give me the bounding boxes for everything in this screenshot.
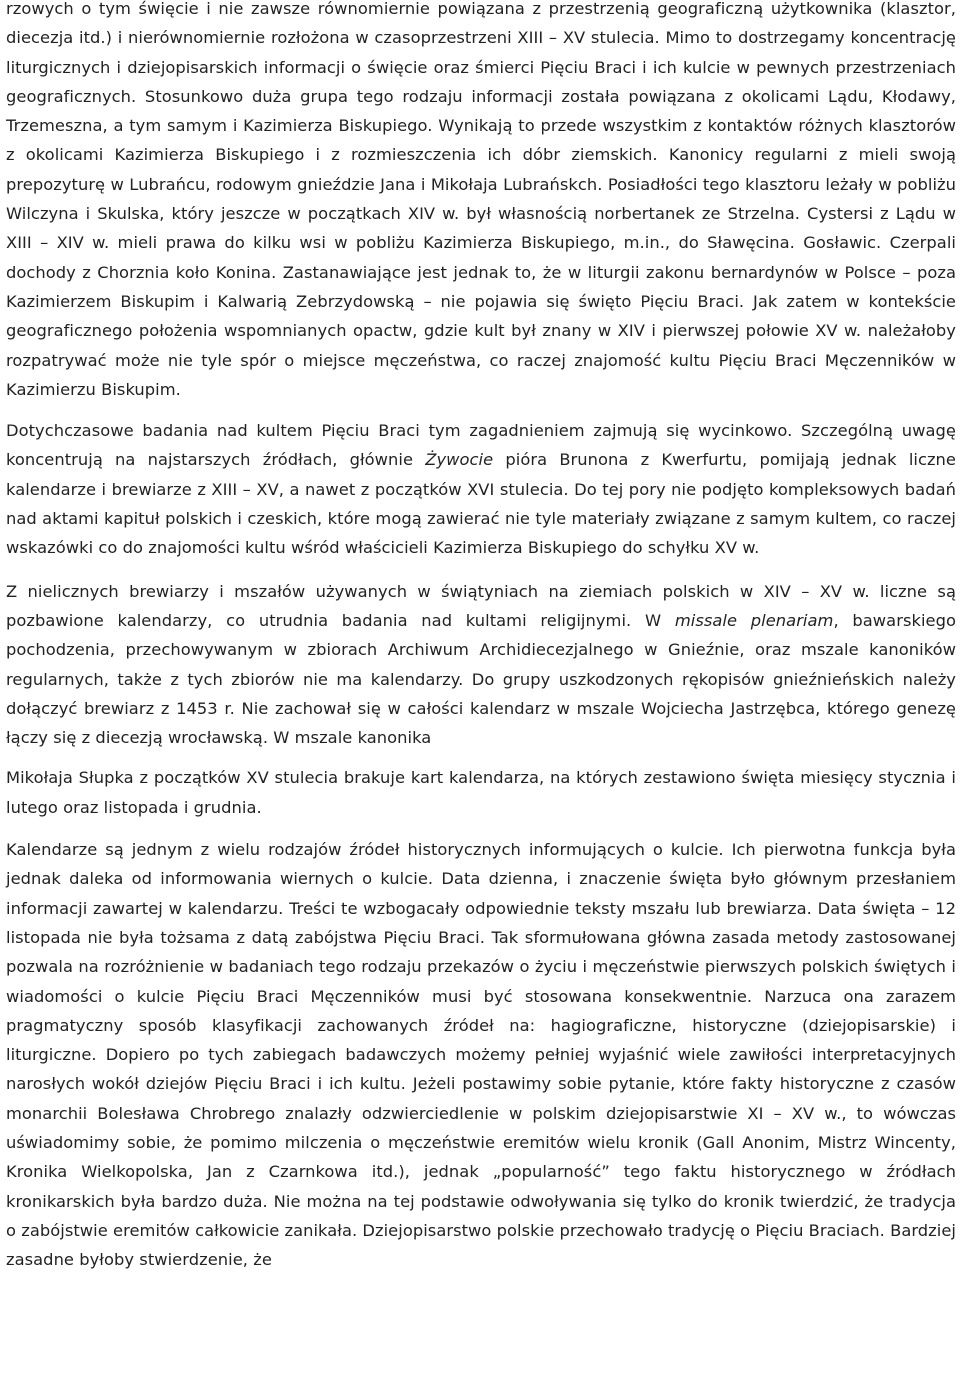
paragraph-5: [6, 835, 956, 1274]
paragraph-1-text: rzowych o tym święcie i nie zawsze równomiernie powiązana z przestrzenią geograficzną użytkownika (klasztor, diecezja itd.) i nierównomiernie rozłożona w czasoprzestrzeni XIII – XV stulecia. Mimo to dostrzegamy koncentrację liturgicznych i dziejopisarskich informacji o święcie oraz śmierci Pięciu Braci i ich kulcie w pewnych przestrzeniach geograficznych. Stosunkowo duża grupa tego rodzaju informacji została powiązana z okolicami Lądu, Kłodawy, Trzemeszna, a tym samym i Kazimierza Biskupiego. Wynikają to przede wszystkim z kontaktów różnych klasztorów z okolicami Kazimierza Biskupiego i z rozmieszczenia ich dóbr ziemskich. Kanonicy regularni z mieli swoją prepozyturę w Lubrańcu, rodowym gnieździe Jana i Mikołaja Lubrańskch. Posiadłości tego klasztoru leżały w pobliżu Wilczyna i Skulska, który jeszcze w początkach XIV w. był własnością norbertanek ze Strzelna. Cystersi z Lądu w XIII – XIV w. mieli prawa do kilku wsi w pobliżu Kazimierza Biskupiego, m.in., do Sławęcina. Gosławic. Czerpali dochody z Chorznia koło Konina. Zastanawiające jest jednak to, że w liturgii zakonu bernardynów w Polsce – poza Kazimierzem Biskupim i Kalwarią Zebrzydowską – nie pojawia się święto Pięciu Braci. Jak zatem w kontekście geograficznego położenia wspomnianych opactw, gdzie kult był znany w XIV i pierwszej połowie XV w. należałoby rozpatrywać może nie tyle spór o miejsce męczeństwa, co raczej znajomość kultu Pięciu Braci Męczenników w Kazimierzu Biskupim.: [6, 0, 956, 399]
paragraph-3-italic-term: missale plenariam: [674, 610, 834, 630]
paragraph-2-italic-title: Żywocie: [425, 450, 494, 470]
paragraph-3-text-b: , bawarskiego pochodzenia, przechowywanym w zbiorach Archiwum Archidiecezjalnego w Gnieźnie, oraz mszale kanoników regularnych, także z tych zbiorów nie ma kalendarzy. Do grupy uszkodzonych rękopisów gnieźnieńskich należy dołączyć brewiarz z 1453 r. Nie zachował się w całości kalendarz w mszale Wojciecha Jastrzębca, którego genezę łączy się z diecezją wrocławską. W mszale kanonika: [6, 610, 956, 748]
paragraph-3-text-a: Z nielicznych brewiarzy i mszałów używanych w świątyniach na ziemiach polskich w XIV – XV w. liczne są pozbawione kalendarzy, co utrudnia badania nad kultami religijnymi. W: [6, 581, 956, 630]
document-page: [6, 0, 956, 1274]
paragraph-1: [6, 0, 956, 404]
paragraph-4-text: Mikołaja Słupka z początków XV stulecia brakuje kart kalendarza, na których zestawiono święta miesięcy stycznia i lutego oraz listopada i grudnia.: [6, 768, 956, 817]
paragraph-4: [6, 763, 956, 822]
paragraph-2: [6, 416, 956, 562]
paragraph-2-text-b: pióra Brunona z Kwerfurtu, pomijają jednak liczne kalendarze i brewiarze z XIII – XV, a nawet z początków XVI stulecia. Do tej pory nie podjęto kompleksowych badań nad aktami kapituł polskich i czeskich, które mogą zawierać nie tyle materiały związane z samym kultem, co raczej wskazówki co do znajomości kultu wśród właścicieli Kazimierza Biskupiego do schyłku XV w.: [6, 450, 956, 558]
paragraph-2-text-a: Dotychczasowe badania nad kultem Pięciu Braci tym zagadnieniem zajmują się wycinkowo. Szczególną uwagę koncentrują na najstarszych źródłach, głównie: [6, 421, 956, 470]
paragraph-3: [6, 577, 956, 753]
paragraph-5-text: Kalendarze są jednym z wielu rodzajów źródeł historycznych informujących o kulcie. Ich pierwotna funkcja była jednak daleka od informowania wiernych o kulcie. Data dzienna, i znaczenie święta było głównym przesłaniem informacji zawartej w kalendarzu. Treści te wzbogacały odpowiednie teksty mszału lub brewiarza. Data święta – 12 listopada nie była tożsama z datą zabójstwa Pięciu Braci. Tak sformułowana główna zasada metody zastosowanej pozwala na rozróżnienie w badaniach tego rodzaju przekazów o życiu i męczeństwie pierwszych polskich świętych i wiadomości o kulcie Pięciu Braci Męczenników musi być stosowana konsekwentnie. Narzuca ona zarazem pragmatyczny sposób klasyfikacji zachowanych źródeł na: hagiograficzne, historyczne (dziejopisarskie) i liturgiczne. Dopiero po tych zabiegach badawczych możemy pełniej wyjaśnić wiele zawiłości interpretacyjnych narosłych wokół dziejów Pięciu Braci i ich kultu. Jeżeli postawimy sobie pytanie, które fakty historyczne z czasów monarchii Bolesława Chrobrego znalazły odzwierciedlenie w polskim dziejopisarstwie XI – XV w., to wówczas uświadomimy sobie, że pomimo milczenia o męczeństwie eremitów wielu kronik (Gall Anonim, Mistrz Wincenty, Kronika Wielkopolska, Jan z Czarnkowa itd.), jednak „popularność” tego faktu historycznego w źródłach kronikarskich była bardzo duża. Nie można na tej podstawie odwoływania się tylko do kronik twierdzić, że tradycja o zabójstwie eremitów całkowicie zanikała. Dziejopisarstwo polskie przechowało tradycję o Pięciu Braciach. Bardziej zasadne byłoby stwierdzenie, że: [6, 840, 956, 1270]
